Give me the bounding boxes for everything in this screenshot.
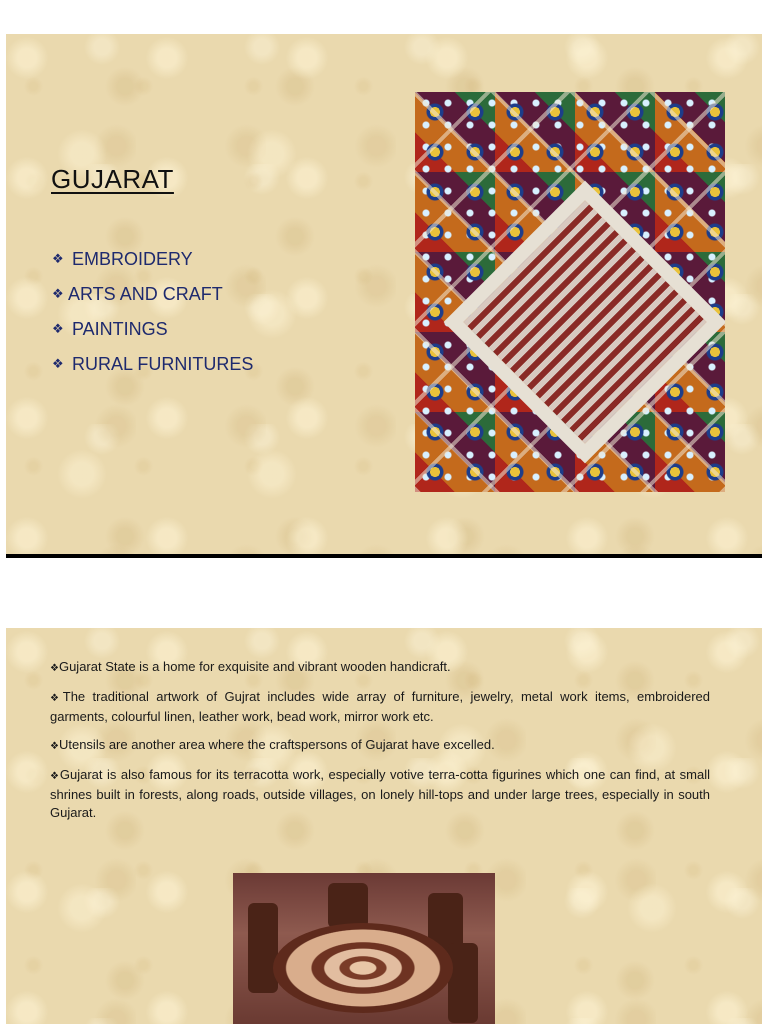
slide-divider (6, 554, 762, 558)
slide-title: GUJARAT (51, 164, 174, 194)
diamond-bullet-icon: ❖ (52, 250, 64, 266)
topic-list (52, 241, 253, 381)
diamond-bullet-icon: ❖ (52, 285, 64, 301)
chair-shape (448, 943, 478, 1023)
furniture-image (233, 873, 495, 1024)
diamond-bullet-icon: ❖ (52, 320, 64, 336)
embroidery-image (415, 92, 725, 492)
diamond-bullet-icon: ❖ (50, 663, 59, 674)
embroidery-panel (444, 181, 725, 464)
diamond-bullet-icon: ❖ (52, 355, 64, 371)
diamond-bullet-icon: ❖ (50, 771, 60, 782)
topic-item: ❖ RURAL FURNITURES (52, 353, 254, 374)
diamond-bullet-icon: ❖ (50, 693, 63, 704)
topic-item: ❖ ARTS AND CRAFT (52, 283, 223, 304)
paragraph-list (50, 658, 710, 832)
chair-shape (248, 903, 278, 993)
chair-shape (328, 883, 368, 928)
paragraph: ❖Gujarat State is a home for exquisite and vibrant wooden handicraft. (50, 659, 451, 674)
diamond-bullet-icon: ❖ (50, 741, 59, 752)
paragraph: ❖Utensils are another area where the craftspersons of Gujarat have excelled. (50, 737, 495, 752)
topic-item: ❖ PAINTINGS (52, 318, 168, 339)
table-top (273, 923, 453, 1013)
slide-gujarat-title (6, 34, 762, 554)
paragraph: ❖Gujarat is also famous for its terracotta work, especially votive terra-cotta figurines which one can find, at small shrines built in forests, along roads, outside villages, on lonely hill-tops and under large trees, especially in south Gujarat. (50, 767, 710, 820)
topic-item: ❖ EMBROIDERY (52, 248, 193, 269)
slide-gujarat-details (6, 628, 762, 1024)
paragraph: ❖The traditional artwork of Gujrat includes wide array of furniture, jewelry, metal work items, embroidered garments, colourful linen, leather work, bead work, mirror work etc. (50, 689, 710, 724)
